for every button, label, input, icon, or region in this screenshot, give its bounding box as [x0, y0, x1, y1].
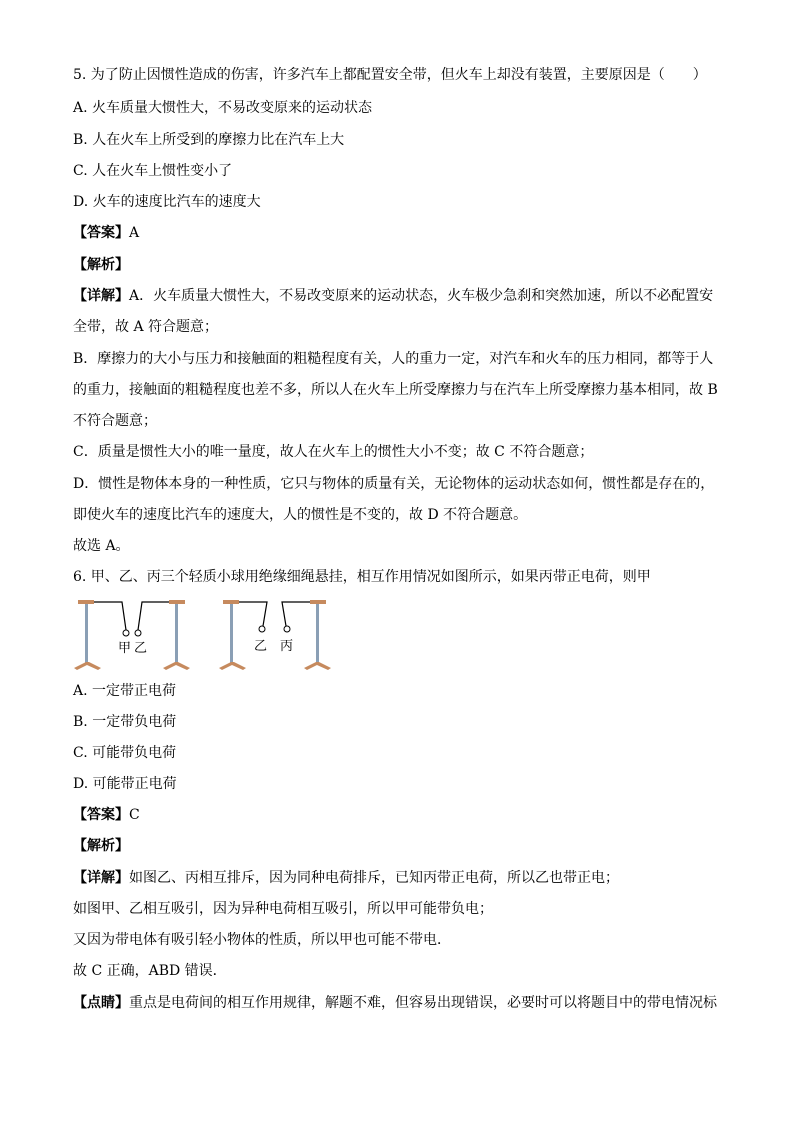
answer-tag: 【答案】 — [73, 807, 129, 823]
q6-stem: 6. 甲、乙、丙三个轻质小球用绝缘细绳悬挂，相互作用情况如图所示，如果丙带正电荷，则甲 — [73, 569, 651, 585]
comment-tag: 【点睛】 — [73, 995, 129, 1011]
q5-stem: 5. 为了防止因惯性造成的伤害，许多汽车上都配置安全带，但火车上却没有装置，主要原因是（ ） — [73, 67, 707, 83]
answer-value: C — [129, 807, 140, 823]
q5-detail-line-5: 不符合题意； — [73, 413, 157, 429]
q6-option-a: A. 一定带正电荷 — [73, 683, 177, 699]
detail-text: A．火车质量大惯性大，不易改变原来的运动状态，火车极少急刹和突然加速，所以不必配置安 — [129, 288, 714, 304]
label-jia-left: 甲 — [118, 641, 132, 656]
q5-detail-line-3: B．摩擦力的大小与压力和接触面的粗糙程度有关，人的重力一定，对汽车和火车的压力相同，都等于人 — [73, 351, 714, 367]
q6-detail-line-4: 故 C 正确，ABD 错误． — [73, 963, 227, 979]
q5-option-d: D. 火车的速度比汽车的速度大 — [73, 194, 261, 210]
q5-option-b: B. 人在火车上所受到的摩擦力比在汽车上大 — [73, 132, 345, 148]
q6-option-b: B. 一定带负电荷 — [73, 714, 177, 730]
q6-comment — [73, 994, 717, 1012]
charged-balls-figure — [70, 592, 340, 672]
detail-tag: 【详解】 — [73, 288, 129, 304]
q5-detail-line-8: 即使火车的速度比汽车的速度大，人的惯性是不变的，故 D 不符合题意。 — [73, 507, 528, 523]
label-yi-left: 乙 — [134, 641, 148, 656]
answer-value: A — [129, 225, 140, 241]
q6-detail-line-1 — [73, 869, 619, 887]
q6-detail-line-2: 如图甲、乙相互吸引，因为异种电荷相互吸引，所以甲可能带负电； — [73, 901, 493, 917]
q5-detail-line-7: D．惯性是物体本身的一种性质，它只与物体的质量有关，无论物体的运动状态如何，惯性都是存在的， — [73, 476, 715, 492]
q5-conclusion: 故选 A。 — [73, 538, 130, 554]
q6-option-d: D. 可能带正电荷 — [73, 776, 177, 792]
q5-option-a: A. 火车质量大惯性大，不易改变原来的运动状态 — [73, 100, 373, 116]
q6-detail-line-3: 又因为带电体有吸引轻小物体的性质，所以甲也可能不带电． — [73, 932, 451, 948]
detail-tag: 【详解】 — [73, 870, 129, 886]
label-bing-right: 丙 — [280, 639, 294, 654]
right-apparatus — [219, 600, 331, 670]
q5-answer — [73, 224, 139, 242]
q5-analysis-tag: 【解析】 — [73, 257, 129, 273]
q5-detail-line-4: 的重力，接触面的粗糙程度也差不多，所以人在火车上所受摩擦力与在汽车上所受摩擦力基本相同，故 B — [73, 382, 718, 398]
q6-analysis-tag: 【解析】 — [73, 838, 129, 854]
left-apparatus — [74, 600, 190, 670]
q5-option-c: C. 人在火车上惯性变小了 — [73, 163, 233, 179]
q5-detail-line-1 — [73, 287, 713, 305]
q5-detail-line-2: 全带，故 A 符合题意； — [73, 319, 219, 335]
comment-text: 重点是电荷间的相互作用规律，解题不难，但容易出现错误，必要时可以将题目中的带电情况标 — [129, 995, 717, 1011]
q6-answer — [73, 806, 140, 824]
q5-detail-line-6: C．质量是惯性大小的唯一量度，故人在火车上的惯性大小不变；故 C 不符合题意； — [73, 444, 594, 460]
q6-option-c: C. 可能带负电荷 — [73, 745, 177, 761]
label-yi-right: 乙 — [254, 639, 268, 654]
answer-tag: 【答案】 — [73, 225, 129, 241]
detail-text: 如图乙、丙相互排斥，因为同种电荷排斥，已知丙带正电荷，所以乙也带正电； — [129, 870, 619, 886]
